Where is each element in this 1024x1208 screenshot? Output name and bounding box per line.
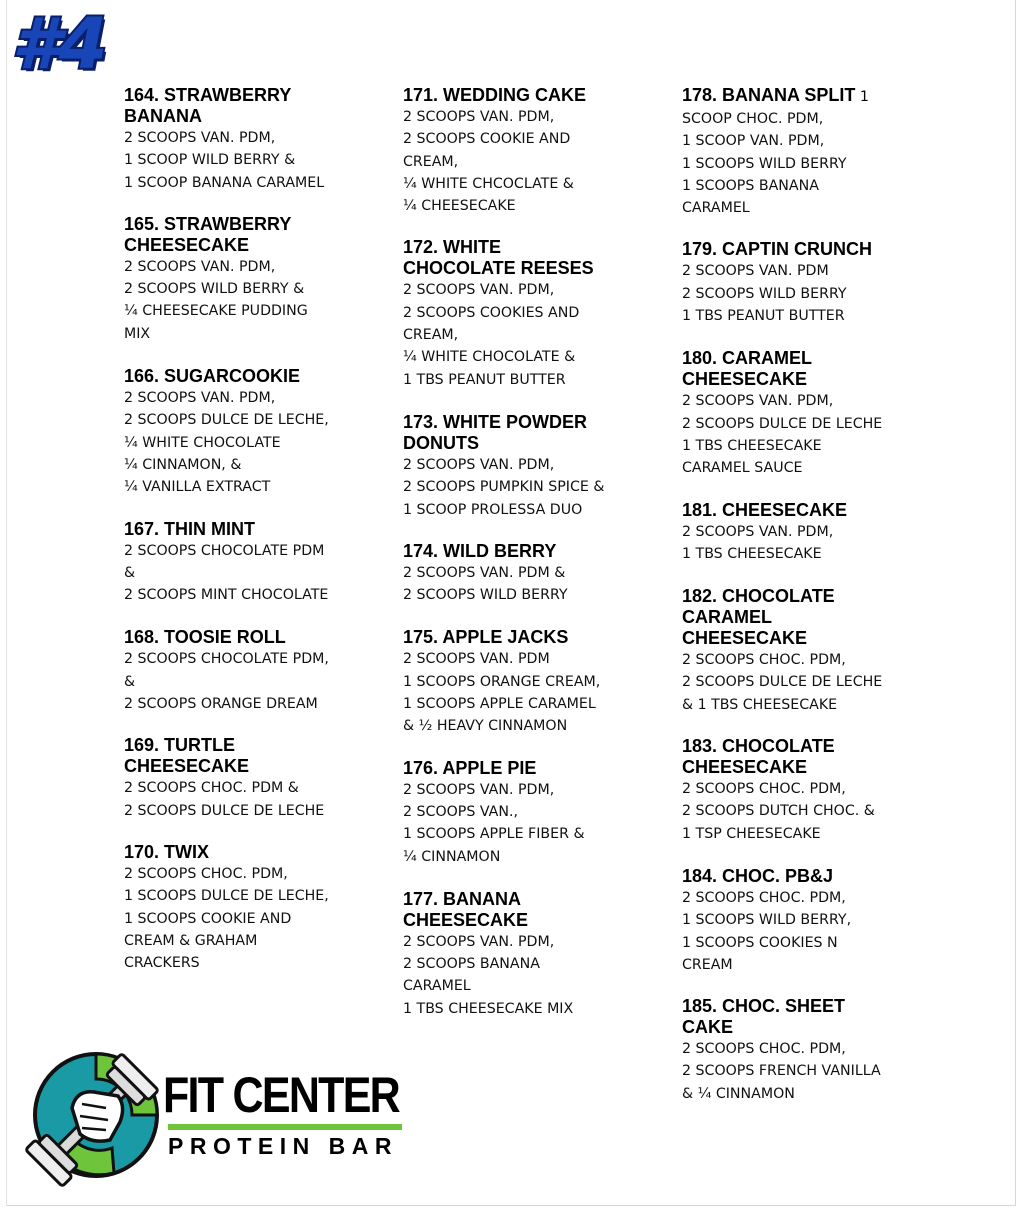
recipe-title-text: 182. CHOCOLATE CARAMEL CHEESECAKE xyxy=(682,586,835,649)
recipe-item xyxy=(403,758,665,868)
recipe-title xyxy=(682,866,944,887)
recipe-ingredients: 2 SCOOPS VAN. PDM, 1 TBS CHEESECAKE xyxy=(682,523,834,562)
recipe-title xyxy=(403,758,665,779)
recipe-item xyxy=(682,996,944,1105)
recipe-ingredients: 2 SCOOPS CHOC. PDM, 2 SCOOPS DULCE DE LECHE & 1 TBS CHEESECAKE xyxy=(682,652,883,713)
recipe-item xyxy=(682,85,944,219)
recipe-ingredients: 2 SCOOPS VAN. PDM, 1 SCOOP WILD BERRY & 1 SCOOP BANANA CARAMEL xyxy=(124,130,325,191)
recipe-title-suffix: 1 xyxy=(855,89,869,105)
recipe-title-text: 174. WILD BERRY xyxy=(403,540,557,561)
recipe-title-text: 184. CHOC. PB&J xyxy=(682,865,834,886)
recipe-ingredients: 2 SCOOPS VAN. PDM, 2 SCOOPS DULCE DE LECHE, ¼ WHITE CHOCOLATE ¼ CINNAMON, & ¼ VANILLA EXTRACT xyxy=(124,390,329,496)
recipe-ingredients: 2 SCOOPS CHOC. PDM, 1 SCOOPS WILD BERRY, 1 SCOOPS COOKIES N CREAM xyxy=(682,889,852,973)
recipe-item xyxy=(682,736,944,845)
recipe-ingredients: 2 SCOOPS CHOC. PDM, 2 SCOOPS DUTCH CHOC. & 1 TSP CHEESECAKE xyxy=(682,781,875,842)
recipe-ingredients: 2 SCOOPS VAN. PDM & 2 SCOOPS WILD BERRY xyxy=(403,564,568,604)
recipe-title xyxy=(403,85,665,106)
recipe-ingredients: 2 SCOOPS VAN. PDM, 2 SCOOPS DULCE DE LECHE 1 TBS CHEESECAKE CARAMEL SAUCE xyxy=(682,393,883,477)
recipe-item xyxy=(403,412,665,521)
recipe-item xyxy=(124,214,386,345)
recipe-item xyxy=(682,348,944,479)
recipe-title-text: 167. THIN MINT xyxy=(124,518,256,539)
recipe-title xyxy=(403,889,665,931)
recipe-item xyxy=(682,239,944,327)
recipe-title xyxy=(403,627,665,648)
recipe-item xyxy=(682,866,944,976)
recipe-ingredients: 2 SCOOPS VAN. PDM, 2 SCOOPS BANANA CARAMEL 1 TBS CHEESECAKE MIX xyxy=(403,933,574,1017)
recipe-title xyxy=(124,85,386,127)
recipe-title-text: 173. WHITE POWDER DONUTS xyxy=(403,411,588,453)
recipe-ingredients: SCOOP CHOC. PDM, 1 SCOOP VAN. PDM, 1 SCOOPS WILD BERRY 1 SCOOPS BANANA CARAMEL xyxy=(682,111,847,217)
recipe-title xyxy=(682,500,944,521)
recipe-item xyxy=(124,627,386,715)
recipe-title-text: 171. WEDDING CAKE xyxy=(403,85,587,105)
recipe-item xyxy=(682,586,944,716)
recipe-title-text: 177. BANANA CHEESECAKE xyxy=(403,888,529,930)
recipe-ingredients: 2 SCOOPS VAN. PDM 1 SCOOPS ORANGE CREAM, 1 SCOOPS APPLE CARAMEL & ½ HEAVY CINNAMON xyxy=(403,651,601,735)
logo-green-bar xyxy=(168,1124,402,1130)
recipe-title-text: 181. CHEESECAKE xyxy=(682,499,848,520)
recipe-title-text: 185. CHOC. SHEET CAKE xyxy=(682,996,846,1038)
recipe-ingredients: 2 SCOOPS VAN. PDM, 2 SCOOPS VAN., 1 SCOOPS APPLE FIBER & ¼ CINNAMON xyxy=(403,781,585,865)
recipe-title xyxy=(403,541,665,562)
recipe-title-text: 172. WHITE CHOCOLATE REESES xyxy=(403,237,594,279)
recipe-ingredients: 2 SCOOPS VAN. PDM, 2 SCOOPS COOKIES AND CREAM, ¼ WHITE CHOCOLATE & 1 TBS PEANUT BUTTER xyxy=(403,282,580,388)
recipe-item xyxy=(403,889,665,1020)
recipe-ingredients: 2 SCOOPS VAN. PDM, 2 SCOOPS PUMPKIN SPICE & 1 SCOOP PROLESSA DUO xyxy=(403,456,605,518)
recipe-title xyxy=(682,736,944,778)
recipe-title xyxy=(124,519,386,540)
recipe-item xyxy=(403,541,665,607)
recipe-item xyxy=(682,500,944,566)
recipe-title xyxy=(124,366,386,387)
recipe-title xyxy=(682,85,944,108)
recipe-column-3 xyxy=(682,85,944,1105)
recipe-title-text: 165. STRAWBERRY CHEESECAKE xyxy=(124,213,292,255)
fit-center-logo xyxy=(22,1048,407,1190)
recipe-item xyxy=(124,842,386,974)
recipe-title-text: 175. APPLE JACKS xyxy=(403,627,569,648)
recipe-title-text: 168. TOOSIE ROLL xyxy=(124,627,286,648)
recipe-ingredients: 2 SCOOPS VAN. PDM 2 SCOOPS WILD BERRY 1 TBS PEANUT BUTTER xyxy=(682,263,847,325)
recipe-item xyxy=(403,85,665,217)
recipe-title-text: 180. CARAMEL CHEESECAKE xyxy=(682,348,813,390)
recipe-item xyxy=(403,627,665,737)
recipe-title-text: 183. CHOCOLATE CHEESECAKE xyxy=(682,736,835,778)
recipe-title xyxy=(682,586,944,649)
logo-title: FIT CENTER xyxy=(163,1067,400,1123)
recipe-title-text: 166. SUGARCOOKIE xyxy=(124,366,301,387)
dumbbell-fist-icon xyxy=(22,1048,162,1190)
recipe-title xyxy=(124,735,386,777)
recipe-title xyxy=(403,237,665,279)
recipe-title-text: 179. CAPTIN CRUNCH xyxy=(682,239,873,260)
recipe-item xyxy=(124,735,386,822)
recipe-title xyxy=(403,412,665,454)
logo-subtitle: PROTEIN BAR xyxy=(168,1133,398,1159)
recipe-column-1 xyxy=(124,85,386,974)
recipe-title-text: 169. TURTLE CHEESECAKE xyxy=(124,735,250,777)
recipe-title xyxy=(124,627,386,648)
recipe-ingredients: 2 SCOOPS VAN. PDM, 2 SCOOPS WILD BERRY & ¼ CHEESECAKE PUDDING MIX xyxy=(124,258,308,342)
recipe-item xyxy=(403,237,665,390)
recipe-title xyxy=(682,239,944,260)
recipe-ingredients: 2 SCOOPS CHOCOLATE PDM & 2 SCOOPS MINT CHOCOLATE xyxy=(124,542,329,604)
recipe-title xyxy=(124,842,386,863)
recipe-ingredients: 2 SCOOPS VAN. PDM, 2 SCOOPS COOKIE AND CREAM, ¼ WHITE CHCOCLATE & ¼ CHEESECAKE xyxy=(403,109,574,215)
recipe-item xyxy=(124,519,386,607)
recipe-ingredients: 2 SCOOPS CHOC. PDM, 2 SCOOPS FRENCH VANILLA & ¼ CINNAMON xyxy=(682,1041,881,1102)
recipe-item xyxy=(124,85,386,194)
recipe-title-text: 170. TWIX xyxy=(124,841,210,862)
recipe-item xyxy=(124,366,386,498)
page-number: #4 xyxy=(12,3,106,85)
recipe-ingredients: 2 SCOOPS CHOC. PDM & 2 SCOOPS DULCE DE LECHE xyxy=(124,780,325,819)
recipe-ingredients: 2 SCOOPS CHOCOLATE PDM, & 2 SCOOPS ORANGE DREAM xyxy=(124,651,329,713)
recipe-title-text: 178. BANANA SPLIT xyxy=(682,85,856,105)
recipe-column-2 xyxy=(403,85,665,1020)
recipe-title xyxy=(682,348,944,390)
recipe-title-text: 164. STRAWBERRY BANANA xyxy=(124,85,292,126)
recipe-title-text: 176. APPLE PIE xyxy=(403,757,537,778)
recipe-ingredients: 2 SCOOPS CHOC. PDM, 1 SCOOPS DULCE DE LECHE, 1 SCOOPS COOKIE AND CREAM & GRAHAM CRACKERS xyxy=(124,865,329,972)
recipe-title xyxy=(124,214,386,256)
recipe-title xyxy=(682,996,944,1038)
